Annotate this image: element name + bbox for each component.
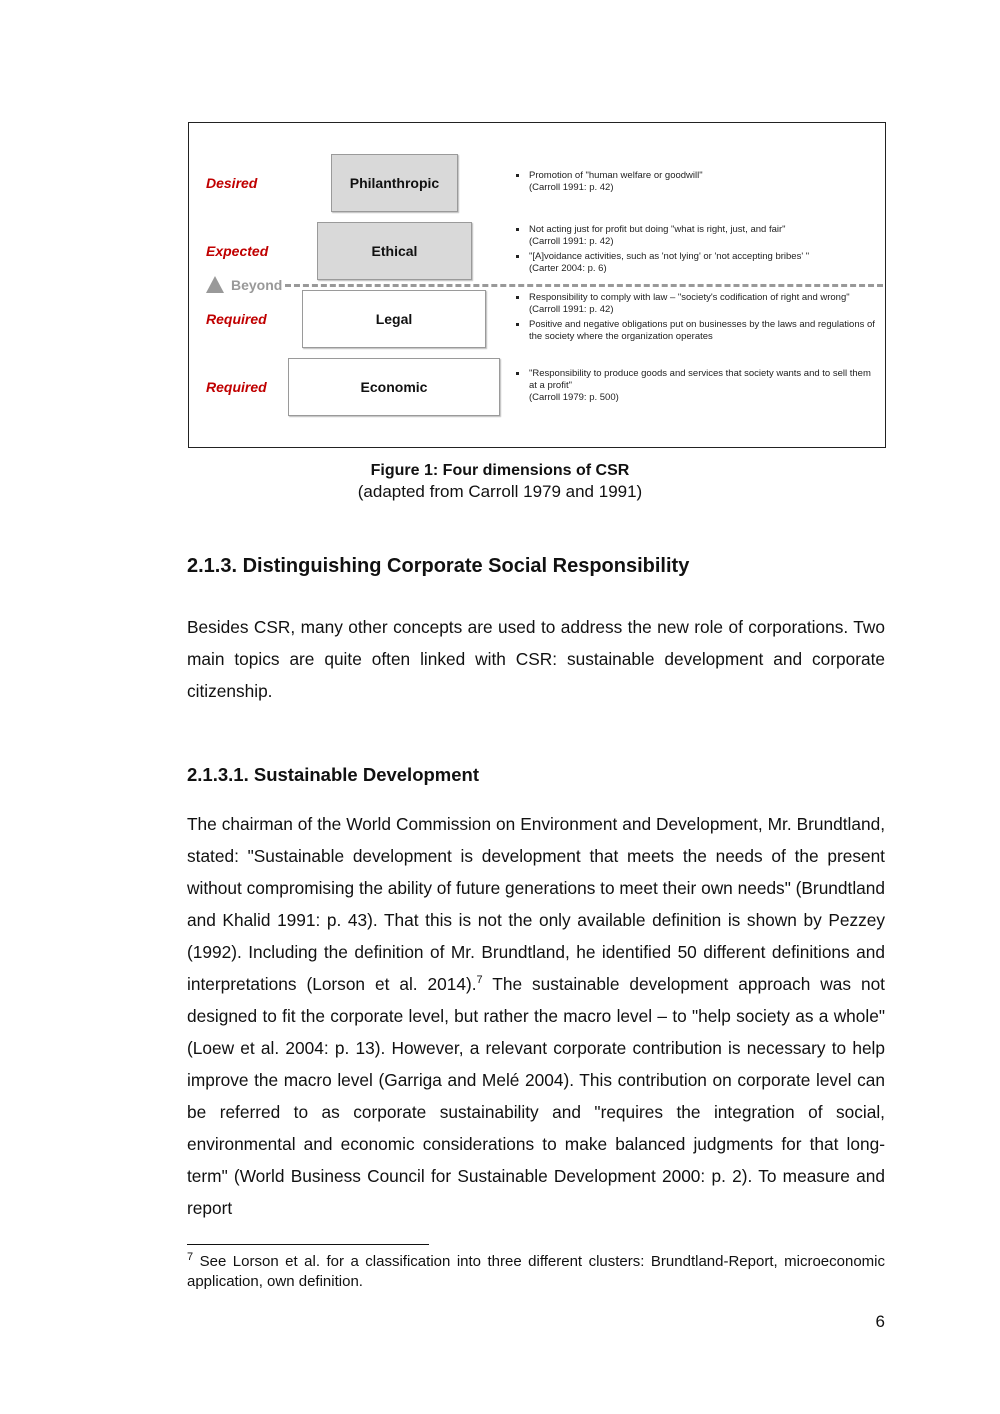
bullet-text: "Responsibility to produce goods and services that society wants and to sell them at a profit" [529,368,871,391]
section-heading: 2.1.3. Distinguishing Corporate Social Responsibility [187,555,690,577]
bullet-text: "[A]voidance activities, such as 'not lying' or 'not accepting bribes' " [529,251,810,262]
bullet-citation: (Carroll 1991: p. 42) [529,304,614,315]
expectation-label: Expected [206,243,269,259]
beyond-label: Beyond [231,277,283,293]
footnote-divider [187,1244,429,1245]
bullet-text: Not acting just for profit but doing "what is right, just, and fair" [529,224,786,235]
footnote [187,1252,885,1292]
philanthropic-box: Philanthropic [331,154,458,212]
expectation-label: Required [206,379,267,395]
up-triangle-icon [206,276,224,293]
page-number: 6 [875,1312,885,1331]
philanthropic-description [515,170,875,197]
economic-description [515,368,875,407]
paragraph: Besides CSR, many other concepts are used to address the new role of corporations. Two main topics are quite often linked with CSR: sustainable development and corporate citizenship. [187,617,885,701]
beyond-dashed-line [285,284,883,287]
ethical-description [515,224,875,278]
bullet-citation: (Carter 2004: p. 6) [529,263,607,274]
csr-figure [188,122,886,448]
bullet-text: Positive and negative obligations put on businesses by the laws and regulations of the society where the organization operates [529,319,875,342]
footnote-text: See Lorson et al. for a classification into three different clusters: Brundtland-Report, microeconomic application, own definition. [187,1253,886,1290]
bullet-citation: (Carroll 1979: p. 500) [529,392,619,403]
expectation-label: Required [206,311,267,327]
bullet-text: Promotion of "human welfare or goodwill" [529,170,703,181]
subsection-heading: 2.1.3.1. Sustainable Development [187,764,479,785]
economic-box: Economic [288,358,500,416]
bullet-citation: (Carroll 1991: p. 42) [529,236,614,247]
legal-box: Legal [302,290,486,348]
legal-description [515,292,875,346]
figure-caption-title: Figure 1: Four dimensions of CSR [370,462,630,479]
figure-caption-source: (adapted from Carroll 1979 and 1991) [357,482,643,501]
paragraph [187,808,885,1224]
bullet-text: Responsibility to comply with law – "society's codification of right and wrong" [529,292,850,303]
ethical-box: Ethical [317,222,472,280]
paragraph-text: The chairman of the World Commission on Environment and Development, Mr. Brundtland, stated: "Sustainable development is development that meets the needs of the present without compromising the ability of future generations to meet their own needs" (Brundtland and Khalid 1991: p. 43). That this is not the only available definition is shown by Pezzey (1992). Including the definition of Mr. Brundtland, he identified 50 different definitions and interpretations (Lorson et al. 2014). [187,814,885,994]
footnote-number: 7 [187,1251,194,1263]
footnote-reference[interactable]: 7 [476,974,483,987]
expectation-label: Desired [206,175,258,191]
bullet-citation: (Carroll 1991: p. 42) [529,182,614,193]
paragraph-text: The sustainable development approach was not designed to fit the corporate level, but rather the macro level – to "help society as a whole" (Loew et al. 2004: p. 13). However, a relevant corporate contribution is necessary to help improve the macro level (Garriga and Melé 2004). This contribution on corporate level can be referred to as corporate sustainability and "requires the integration of social, environmental and economic considerations to make balanced judgments for that long-term" (World Business Council for Sustainable Development 2000: p. 2). To measure and report [187,974,885,1218]
